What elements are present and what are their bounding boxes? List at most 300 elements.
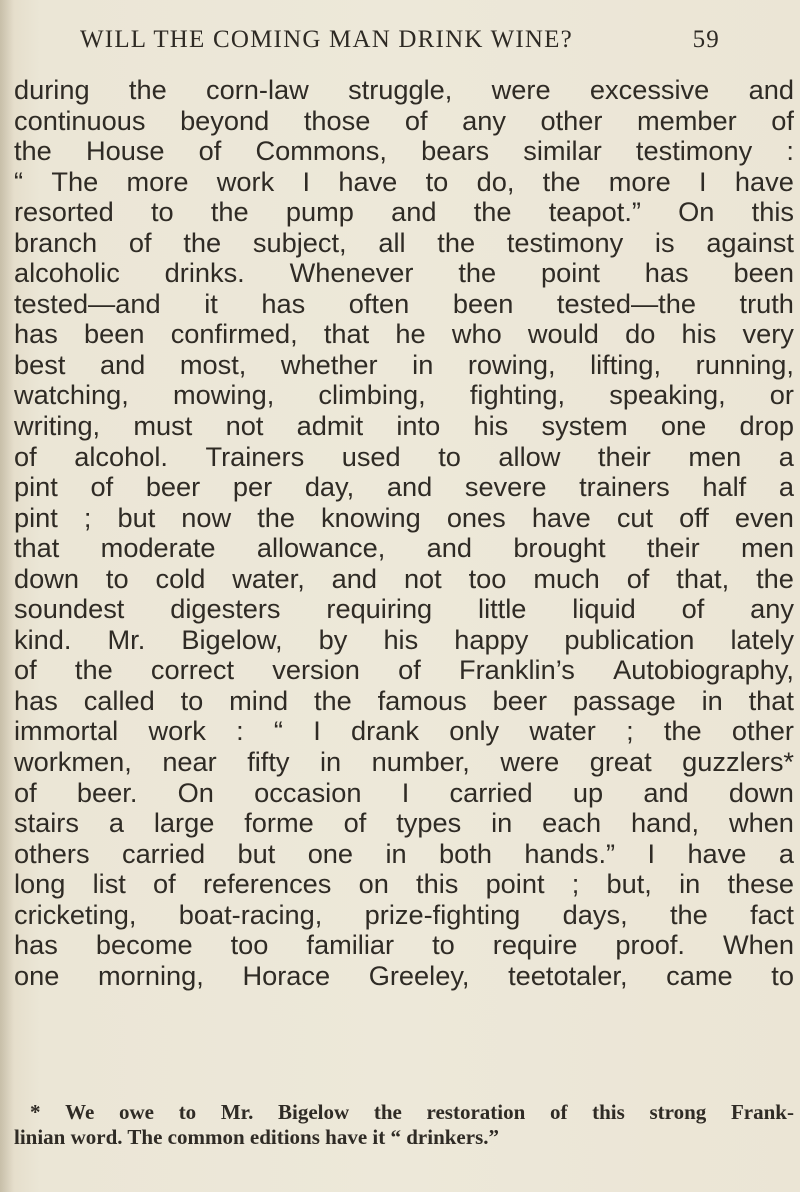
word: in [385, 837, 407, 869]
word: passage [572, 684, 676, 716]
word: most, [179, 348, 247, 380]
word: I [302, 165, 311, 197]
word: fifty [247, 746, 290, 778]
word: fighting, [469, 379, 566, 411]
word: and [331, 562, 378, 594]
word: now [181, 501, 232, 533]
text-line [14, 930, 794, 961]
word: the [663, 715, 702, 747]
word: a [108, 807, 124, 839]
body-text [14, 75, 794, 991]
text-line [14, 716, 794, 747]
text-line [14, 533, 794, 564]
word: watching, [14, 379, 129, 411]
word: boat-racing, [178, 898, 323, 930]
word: pint [14, 501, 58, 533]
word: the [669, 898, 708, 930]
word: teetotaler, [508, 959, 628, 991]
word: but [117, 501, 156, 533]
word: beer [492, 684, 548, 716]
word: running, [695, 348, 794, 380]
word: severe [464, 471, 547, 503]
word: has [14, 929, 58, 961]
word: near [162, 746, 217, 778]
word: large [153, 807, 215, 839]
word: great [589, 746, 652, 778]
word: their [646, 532, 700, 564]
word: off [679, 501, 709, 533]
word: subject, [252, 226, 347, 258]
word: the [473, 196, 512, 228]
word: were [500, 746, 560, 778]
word: publication [564, 623, 695, 655]
word: drinks. [164, 257, 245, 289]
word: mind [229, 684, 289, 716]
word: the [313, 684, 352, 716]
word: one [14, 959, 60, 991]
text-line [14, 258, 794, 289]
word: best [14, 348, 66, 380]
word: the [128, 74, 167, 105]
word: were [491, 74, 551, 105]
word: Trainers [205, 440, 305, 472]
word: of [549, 1100, 568, 1124]
word: struggle, [348, 74, 453, 105]
word: long [14, 868, 66, 900]
word: that [748, 684, 794, 716]
word: their [597, 440, 651, 472]
word: Mr. [220, 1100, 254, 1124]
word: been [733, 257, 794, 289]
word: but [237, 837, 276, 869]
word: beer. [76, 776, 138, 808]
word: in [701, 684, 723, 716]
word: more [126, 165, 189, 197]
word: allow [498, 440, 561, 472]
word: to [771, 959, 794, 991]
word: has [14, 318, 58, 350]
word: alcoholic [14, 257, 120, 289]
word: used [341, 440, 401, 472]
word: days, [562, 898, 628, 930]
word: requiring [326, 593, 433, 625]
footnote [14, 1100, 794, 1150]
word: do, [476, 165, 515, 197]
word: often [348, 287, 410, 319]
word: that, [676, 562, 730, 594]
word: drop [739, 410, 794, 442]
word: in [319, 746, 342, 778]
word: that [323, 318, 370, 350]
text-line [14, 319, 794, 350]
word: the [542, 165, 581, 197]
word: in [679, 868, 701, 900]
word: ; [83, 501, 92, 533]
word: to [180, 684, 204, 716]
word: called [83, 684, 155, 716]
word: up [572, 776, 604, 808]
word: prize-fighting [364, 898, 521, 930]
word: testimony [635, 135, 753, 167]
running-title: WILL THE COMING MAN DRINK WINE? [80, 26, 573, 53]
word: : [236, 715, 244, 747]
word: a [778, 837, 794, 869]
text-line [14, 564, 794, 595]
word: in [412, 348, 434, 380]
text-line [14, 778, 794, 809]
word: of [14, 776, 37, 808]
word: much [533, 562, 600, 594]
word: “ [273, 715, 283, 747]
word: tested—the [556, 287, 696, 319]
word: lately [730, 623, 794, 655]
word: morning, [98, 959, 204, 991]
word: not [403, 562, 442, 594]
word: ; [571, 868, 580, 900]
word: climbing, [318, 379, 426, 411]
word: knowing [321, 501, 421, 533]
word: happy [454, 623, 529, 655]
word: too [230, 929, 269, 961]
word: of [198, 135, 222, 167]
word: and [426, 532, 472, 564]
word: and [748, 74, 794, 105]
word: any [750, 593, 794, 625]
word: workmen, [14, 746, 132, 778]
word: owe [119, 1100, 155, 1124]
word: teapot.” [548, 196, 641, 228]
word: liquid [572, 593, 636, 625]
word: testimony [506, 226, 624, 258]
word: when [728, 807, 794, 839]
word: of [128, 226, 152, 258]
word: into [396, 410, 441, 442]
word: more [608, 165, 671, 197]
word: cut [616, 501, 654, 533]
word: work [216, 165, 275, 197]
text-line [14, 136, 794, 167]
text-line [14, 686, 794, 717]
word: the [373, 1100, 402, 1124]
text-line [14, 747, 794, 778]
word: other [731, 715, 794, 747]
word: to [432, 929, 455, 961]
word: half [702, 471, 747, 503]
word: the [437, 226, 476, 258]
text-line [14, 228, 794, 259]
word: too [468, 562, 507, 594]
word: of [398, 654, 421, 686]
word: fact [750, 898, 794, 930]
word: any [462, 104, 506, 136]
word: the [183, 226, 222, 258]
text-line [14, 350, 794, 381]
word: the [257, 501, 295, 533]
word: a [778, 471, 794, 503]
text-line [14, 167, 794, 198]
word: his [681, 318, 717, 350]
word: list [92, 868, 126, 900]
word: cricketing, [14, 898, 137, 930]
word: only [449, 715, 500, 747]
word: member [637, 104, 737, 136]
text-line [14, 961, 794, 992]
word: confirmed, [170, 318, 298, 350]
word: those [303, 104, 371, 136]
word: hand, [631, 807, 700, 839]
word: and [643, 776, 689, 808]
word: familiar [306, 929, 395, 961]
word: forme [244, 807, 314, 839]
word: Greeley, [368, 959, 470, 991]
word: have [531, 501, 591, 533]
word: When [722, 929, 794, 961]
word: water, [232, 562, 305, 594]
word: to [105, 562, 129, 594]
word: soundest [14, 593, 125, 625]
word: point [540, 257, 600, 289]
word: On [678, 196, 715, 228]
word: branch [14, 226, 98, 258]
word: Autobiography, [613, 654, 794, 686]
word: and [391, 196, 437, 228]
word: have [734, 165, 794, 197]
word: stairs [14, 807, 79, 839]
word: truth [739, 287, 794, 319]
footnote-line [14, 1100, 794, 1125]
word: by [318, 623, 348, 655]
word: bears [421, 135, 490, 167]
word: “ [14, 165, 24, 197]
word: corn-law [206, 74, 309, 105]
word: tested—and [14, 287, 161, 319]
word: excessive [589, 74, 710, 105]
word: of [153, 868, 176, 900]
word: Whenever [289, 257, 414, 289]
word: been [452, 287, 514, 319]
word: beyond [180, 104, 270, 136]
word: and [386, 471, 433, 503]
word: require [492, 929, 578, 961]
word: the [14, 135, 52, 167]
word: whether [280, 348, 378, 380]
word: lifting, [590, 348, 662, 380]
word: Commons, [255, 135, 387, 167]
page-number: 59 [692, 26, 720, 53]
word: each [542, 807, 602, 839]
word: day, [304, 471, 355, 503]
text-line [14, 625, 794, 656]
word: his [473, 410, 509, 442]
text-line [14, 442, 794, 473]
word: of [626, 562, 650, 594]
word: to [438, 440, 461, 472]
word: the [756, 562, 794, 594]
text-line [14, 106, 794, 137]
word: has [14, 684, 58, 716]
word: to [150, 196, 174, 228]
word: carried [449, 776, 533, 808]
word: I [647, 837, 656, 869]
text-line [14, 289, 794, 320]
word: would [527, 318, 599, 350]
word: down [728, 776, 794, 808]
word: guzzlers* [682, 746, 794, 778]
word: all [378, 226, 406, 258]
word: to [425, 165, 449, 197]
word: beer [145, 471, 201, 503]
word: Mr. [107, 623, 146, 655]
word: of [90, 471, 114, 503]
word: have [338, 165, 398, 197]
word: references [202, 868, 332, 900]
word: not [225, 410, 264, 442]
word: against [706, 226, 794, 258]
word: down [14, 562, 79, 594]
word: has [644, 257, 689, 289]
word: famous [377, 684, 467, 716]
word: one [307, 837, 354, 869]
word: this [592, 1100, 625, 1124]
word: brought [513, 532, 606, 564]
word: trainers [579, 471, 670, 503]
word: of [343, 807, 367, 839]
text-line [14, 839, 794, 870]
word: he [395, 318, 426, 350]
word: his [383, 623, 419, 655]
word: in [491, 807, 513, 839]
word: men [688, 440, 742, 472]
word: The [51, 165, 99, 197]
word: number, [371, 746, 470, 778]
word: others [14, 837, 90, 869]
text-line [14, 380, 794, 411]
word: digesters [170, 593, 281, 625]
word: become [95, 929, 193, 961]
word: came [666, 959, 733, 991]
word: to [178, 1100, 197, 1124]
word: admit [296, 410, 364, 442]
word: has [261, 287, 306, 319]
word: Bigelow [278, 1100, 350, 1124]
word: during [14, 74, 90, 105]
word: resorted [14, 196, 114, 228]
word: restoration [426, 1100, 526, 1124]
word: of [14, 440, 37, 472]
word: who [451, 318, 502, 350]
word: other [540, 104, 603, 136]
text-line [14, 411, 794, 442]
word: ones [446, 501, 506, 533]
word: version [272, 654, 360, 686]
word: both [439, 837, 492, 869]
word: point [485, 868, 545, 900]
word: correct [150, 654, 235, 686]
word: pump [285, 196, 354, 228]
word: pint [14, 471, 58, 503]
word: cold [155, 562, 206, 594]
word: of [404, 104, 428, 136]
text-line [14, 594, 794, 625]
word: this [751, 196, 794, 228]
word: but, [606, 868, 652, 900]
word: mowing, [173, 379, 275, 411]
word: and [99, 348, 146, 380]
word: allowance, [256, 532, 386, 564]
word: of [14, 654, 37, 686]
word: on [358, 868, 389, 900]
word: Horace [242, 959, 331, 991]
text-line [14, 503, 794, 534]
word: speaking, [609, 379, 726, 411]
word: or [769, 379, 794, 411]
spine-shadow [0, 0, 14, 1192]
word: types [396, 807, 462, 839]
word: continuous [14, 104, 146, 136]
word: very [742, 318, 794, 350]
word: Franklin’s [459, 654, 575, 686]
text-line [14, 197, 794, 228]
text-line [14, 472, 794, 503]
word: this [416, 868, 459, 900]
word: House [85, 135, 165, 167]
word: been [84, 318, 145, 350]
word: ; [626, 715, 634, 747]
word: a [778, 440, 794, 472]
word: I [313, 715, 321, 747]
word: occasion [254, 776, 362, 808]
word: hands.” [524, 837, 616, 869]
word: * [30, 1100, 41, 1124]
word: alcohol. [74, 440, 168, 472]
word: rowing, [467, 348, 556, 380]
word: drank [351, 715, 420, 747]
word: of [681, 593, 705, 625]
word: that [14, 532, 60, 564]
word: these [727, 868, 794, 900]
word: the [458, 257, 497, 289]
word: On [177, 776, 214, 808]
word: I [401, 776, 410, 808]
word: must [133, 410, 193, 442]
word: have [687, 837, 747, 869]
word: one [660, 410, 707, 442]
word: do [625, 318, 656, 350]
text-line [14, 900, 794, 931]
word: men [741, 532, 794, 564]
word: immortal [14, 715, 119, 747]
text-line [14, 655, 794, 686]
word: Frank- [730, 1100, 794, 1124]
word: proof. [615, 929, 685, 961]
word: kind. [14, 623, 72, 655]
word: I [699, 165, 707, 197]
text-line [14, 869, 794, 900]
word: strong [649, 1100, 707, 1124]
word: even [734, 501, 794, 533]
word: per [232, 471, 273, 503]
word: is [654, 226, 675, 258]
word: Bigelow, [181, 623, 283, 655]
word: : [786, 135, 794, 167]
footnote-line: linian word. The common editions have it “ drinkers.” [14, 1125, 499, 1149]
word: similar [523, 135, 602, 167]
word: work [148, 715, 206, 747]
word: the [210, 196, 249, 228]
word: carried [121, 837, 206, 869]
word: We [65, 1100, 95, 1124]
word: water [529, 715, 596, 747]
